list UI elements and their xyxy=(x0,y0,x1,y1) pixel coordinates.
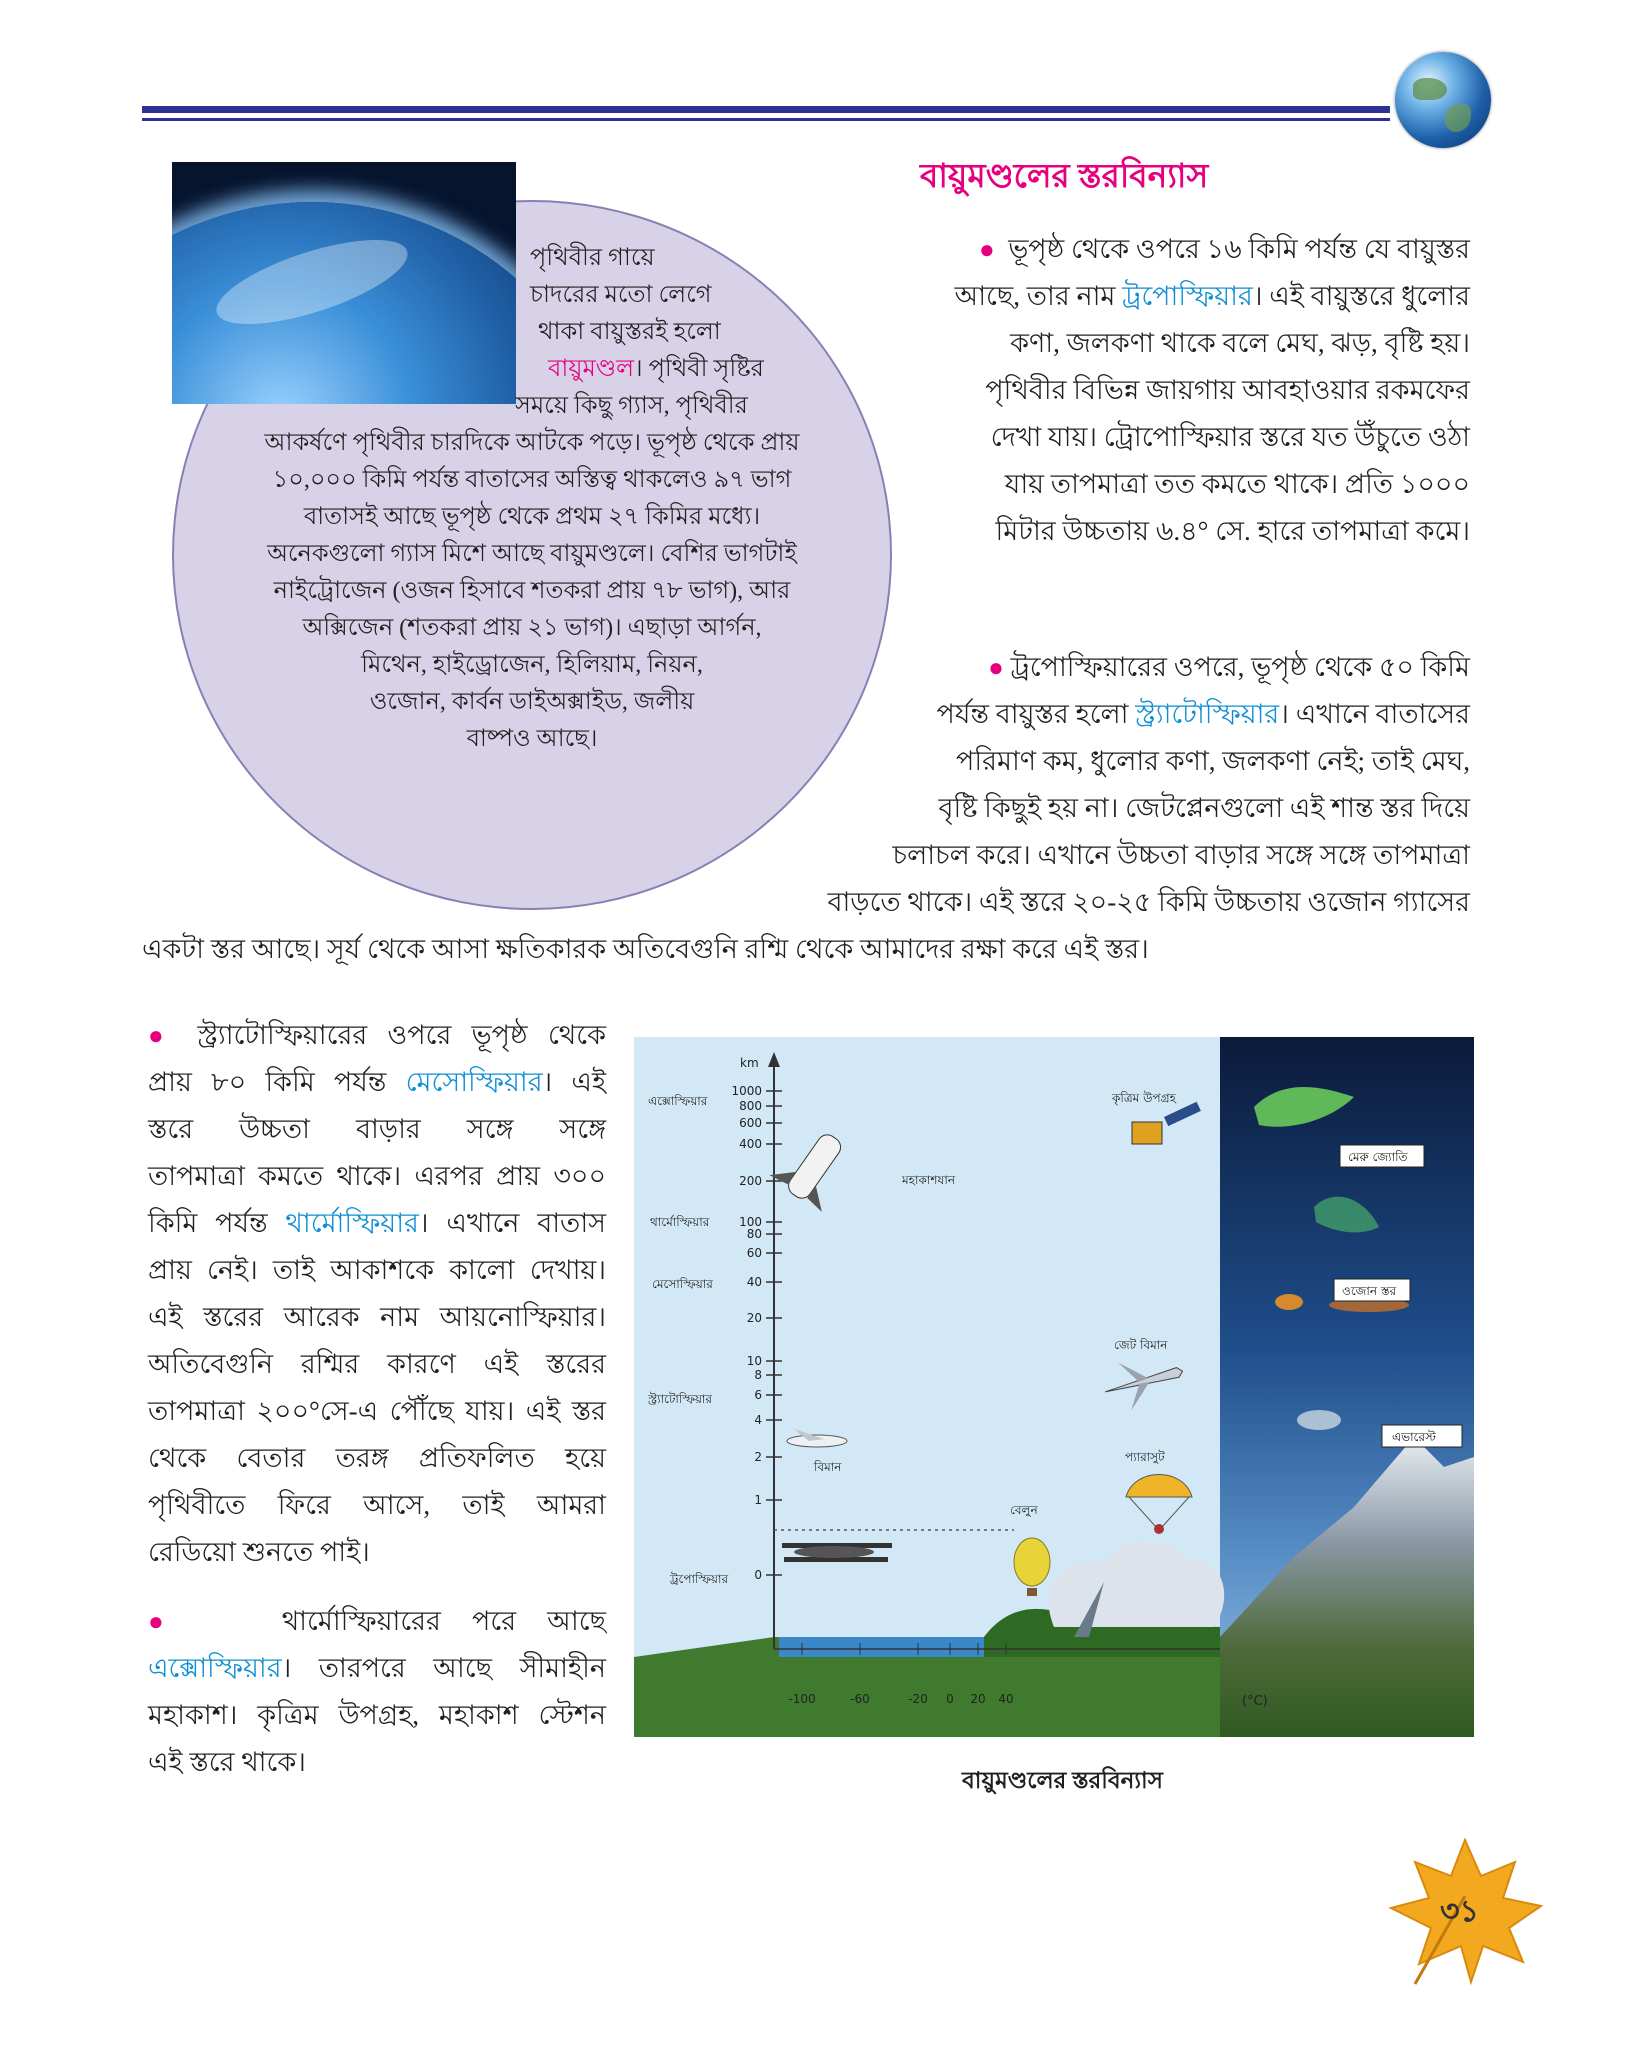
para-line: প্রায় ৮০ কিমি পর্যন্ত মেসোস্ফিয়ার। এই xyxy=(148,1067,606,1097)
y-tick-label: 60 xyxy=(746,1246,762,1260)
circle-line: চাদরের মতো লেগে xyxy=(530,282,712,308)
circle-line: ১০,০০০ কিমি পর্যন্ত বাতাসের অস্তিত্ব থাকলেও ৯৭ ভাগ xyxy=(272,467,792,493)
term-thermosphere: থার্মোস্ফিয়ার xyxy=(285,1208,419,1238)
para-line: ● স্ট্র্যাটোস্ফিয়ারের ওপরে ভূপৃষ্ঠ থেকে xyxy=(148,1020,607,1050)
x-tick-label: 20 xyxy=(970,1692,986,1706)
atmosphere-diagram xyxy=(634,1037,1474,1737)
circle-line: অক্সিজেন (শতকরা প্রায় ২১ ভাগ)। এছাড়া আর্গন, xyxy=(302,615,762,641)
circle-line: নাইট্রোজেন (ওজন হিসাবে শতকরা প্রায় ৭৮ ভাগ), আর xyxy=(273,578,791,604)
x-tick-label: -20 xyxy=(908,1692,928,1706)
para-line: ● থার্মোস্ফিয়ারের পরে আছে xyxy=(148,1606,606,1636)
para-line: ● ট্রপোস্ফিয়ারের ওপরে, ভূপৃষ্ঠ থেকে ৫০ কিমি xyxy=(988,652,1470,682)
y-tick-label: 200 xyxy=(739,1174,762,1188)
sea-strip xyxy=(779,1637,984,1657)
layer-label-mesosphere: মেসোস্ফিয়ার xyxy=(652,1277,713,1291)
layer-label-exosphere: এক্সোস্ফিয়ার xyxy=(648,1094,708,1108)
layer-label-thermosphere: থার্মোস্ফিয়ার xyxy=(650,1215,710,1229)
svg-text:মেরু জ্যোতি: মেরু জ্যোতি xyxy=(1348,1150,1408,1164)
circle-line: মিথেন, হাইড্রোজেন, হিলিয়াম, নিয়ন, xyxy=(361,652,703,678)
para-line: পৃথিবীতে ফিরে আসে, তাই আমরা xyxy=(148,1490,606,1520)
circle-line: অনেকগুলো গ্যাস মিশে আছে বায়ুমণ্ডলে। বেশির ভাগটাই xyxy=(267,541,797,567)
para-line: পৃথিবীর বিভিন্ন জায়গায় আবহাওয়ার রকমফের xyxy=(985,375,1470,405)
y-tick-label: 1 xyxy=(754,1493,762,1507)
term-troposphere: ট্রপোস্ফিয়ার xyxy=(1122,281,1253,311)
y-tick-label: 100 xyxy=(739,1215,762,1229)
circle-line: সময়ে কিছু গ্যাস, পৃথিবীর xyxy=(515,393,748,419)
label-plane: বিমান xyxy=(814,1460,842,1474)
para-line: কণা, জলকণা থাকে বলে মেঘ, ঝড়, বৃষ্টি হয়। xyxy=(1010,328,1470,358)
diagram-caption: বায়ুমণ্ডলের স্তরবিন্যাস xyxy=(962,1768,1163,1793)
diagram-svg xyxy=(634,1037,1474,1737)
x-tick-label: 40 xyxy=(998,1692,1014,1706)
y-tick-label: 1000 xyxy=(731,1084,762,1098)
para-line: বৃষ্টি কিছুই হয় না। জেটপ্লেনগুলো এই শান্ত স্তর দিয়ে xyxy=(938,793,1470,823)
circle-line: আকর্ষণে পৃথিবীর চারদিকে আটকে পড়ে। ভূপৃষ্ঠ থেকে প্রায় xyxy=(264,430,800,456)
earth-photo xyxy=(172,162,516,404)
para-line: তাপমাত্রা ২০০°সে-এ পৌঁছে যায়। এই স্তর xyxy=(148,1396,606,1426)
para-line: পর্যন্ত বায়ুস্তর হলো স্ট্র্যাটোস্ফিয়ার। এখানে বাতাসের xyxy=(936,699,1470,729)
para-line: অতিবেগুনি রশ্মির কারণে এই স্তরের xyxy=(148,1349,606,1379)
globe-icon xyxy=(1395,52,1491,148)
para-line: চলাচল করে। এখানে উচ্চতা বাড়ার সঙ্গে সঙ্গে তাপমাত্রা xyxy=(892,840,1470,870)
x-tick-label: 0 xyxy=(946,1692,954,1706)
bullet-icon: ● xyxy=(978,235,995,264)
term-atmosphere: বায়ুমণ্ডল xyxy=(548,356,635,382)
label-spacecraft: মহাকাশযান xyxy=(902,1173,955,1187)
circle-line: থাকা বায়ুস্তরই হলো xyxy=(538,319,721,345)
y-tick-label: 40 xyxy=(746,1275,762,1289)
x-unit-label: (°C) xyxy=(1242,1694,1268,1709)
y-tick-label: 10 xyxy=(746,1354,762,1368)
y-tick-label: 8 xyxy=(754,1368,762,1382)
bullet-icon: ● xyxy=(988,653,1004,682)
para-line: পরিমাণ কম, ধুলোর কণা, জলকণা নেই; তাই মেঘ, xyxy=(956,746,1470,776)
svg-text:এভারেস্ট: এভারেস্ট xyxy=(1392,1430,1436,1444)
para-line: প্রায় নেই। তাই আকাশকে কালো দেখায়। xyxy=(148,1255,606,1285)
para-line: ● ভূপৃষ্ঠ থেকে ওপরে ১৬ কিমি পর্যন্ত যে বায়ুস্তর xyxy=(978,234,1470,264)
bullet-icon: ● xyxy=(148,1021,178,1050)
term-stratosphere: স্ট্র্যাটোস্ফিয়ার xyxy=(1135,699,1280,729)
term-exosphere: এক্সোস্ফিয়ার xyxy=(148,1653,282,1683)
para-line: তাপমাত্রা কমতে থাকে। এরপর প্রায় ৩০০ xyxy=(148,1161,606,1191)
section-heading: বায়ুমণ্ডলের স্তরবিন্যাস xyxy=(920,159,1209,195)
para-line: থেকে বেতার তরঙ্গ প্রতিফলিত হয়ে xyxy=(148,1443,606,1473)
circle-line: বাষ্পও আছে। xyxy=(466,726,598,752)
y-tick-label: 80 xyxy=(746,1227,762,1241)
para-line: কিমি পর্যন্ত থার্মোস্ফিয়ার। এখানে বাতাস xyxy=(148,1208,606,1238)
para-line: রেডিয়ো শুনতে পাই। xyxy=(148,1537,370,1567)
header-rule-thick xyxy=(142,106,1390,113)
term-mesosphere: মেসোস্ফিয়ার xyxy=(405,1067,543,1097)
para-line: এক্সোস্ফিয়ার। তারপরে আছে সীমাহীন xyxy=(148,1653,606,1683)
para-line: আছে, তার নাম ট্রপোস্ফিয়ার। এই বায়ুস্তরে ধুলোর xyxy=(954,281,1470,311)
boxed-label-aurora xyxy=(1340,1145,1424,1167)
label-balloon: বেলুন xyxy=(1010,1503,1038,1517)
stratosphere-paragraph xyxy=(690,644,1470,926)
para-line: দেখা যায়। ট্রোপোস্ফিয়ার স্তরে যত উঁচুতে ওঠা xyxy=(990,422,1470,452)
label-jet: জেট বিমান xyxy=(1114,1338,1168,1352)
y-tick-label: 800 xyxy=(739,1099,762,1113)
svg-text:ওজোন স্তর: ওজোন স্তর xyxy=(1342,1284,1397,1298)
para-line: এই স্তরের আরেক নাম আয়নোস্ফিয়ার। xyxy=(148,1302,606,1332)
y-tick-label: 20 xyxy=(746,1311,762,1325)
circle-line: ওজোন, কার্বন ডাইঅক্সাইড, জলীয় xyxy=(369,689,695,715)
stratosphere-last-line: একটা স্তর আছে। সূর্য থেকে আসা ক্ষতিকারক অতিবেগুনি রশ্মি থেকে আমাদের রক্ষা করে এই স্তর। xyxy=(142,934,1149,964)
layer-label-stratosphere: স্ট্র্যাটোস্ফিয়ার xyxy=(648,1392,713,1406)
x-tick-label: -100 xyxy=(788,1692,816,1706)
circle-line-term: বায়ুমণ্ডল। পৃথিবী সৃষ্টির xyxy=(548,356,764,382)
label-parachute: প্যারাসুট xyxy=(1125,1450,1165,1464)
y-tick-label: 600 xyxy=(739,1116,762,1130)
para-line: মিটার উচ্চতায় ৬.৪° সে. হারে তাপমাত্রা কমে। xyxy=(995,516,1470,546)
header-rule-thin xyxy=(142,118,1390,121)
para-line: মহাকাশ। কৃত্রিম উপগ্রহ, মহাকাশ স্টেশন xyxy=(148,1700,606,1730)
para-line: যায় তাপমাত্রা তত কমতে থাকে। প্রতি ১০০০ xyxy=(1004,469,1470,499)
y-tick-label: 2 xyxy=(754,1450,762,1464)
y-tick-label: 0 xyxy=(754,1568,762,1582)
para-line: এই স্তরে থাকে। xyxy=(148,1747,306,1777)
layer-label-troposphere: ট্রপোস্ফিয়ার xyxy=(670,1572,729,1586)
boxed-label-ozone xyxy=(1334,1279,1410,1301)
bullet-icon: ● xyxy=(148,1607,189,1636)
x-tick-label: -60 xyxy=(850,1692,870,1706)
circle-line: পৃথিবীর গায়ে xyxy=(530,245,655,271)
troposphere-paragraph xyxy=(880,226,1470,555)
boxed-label-everest xyxy=(1382,1425,1462,1447)
y-tick-label: 400 xyxy=(739,1137,762,1151)
para-line: বাড়তে থাকে। এই স্তরে ২০-২৫ কিমি উচ্চতায় ওজোন গ্যাসের xyxy=(827,887,1470,917)
y-unit-label: km xyxy=(740,1056,759,1070)
circle-line: বাতাসই আছে ভূপৃষ্ঠ থেকে প্রথম ২৭ কিমির মধ্যে। xyxy=(303,504,761,530)
para-line: স্তরে উচ্চতা বাড়ার সঙ্গে সঙ্গে xyxy=(148,1114,606,1144)
y-tick-label: 4 xyxy=(754,1413,762,1427)
left-column xyxy=(148,1012,606,1786)
page-number: ৩১ xyxy=(1440,1895,1479,1928)
label-satellite: কৃত্রিম উপগ্রহ xyxy=(1112,1091,1176,1105)
y-tick-label: 6 xyxy=(754,1388,762,1402)
